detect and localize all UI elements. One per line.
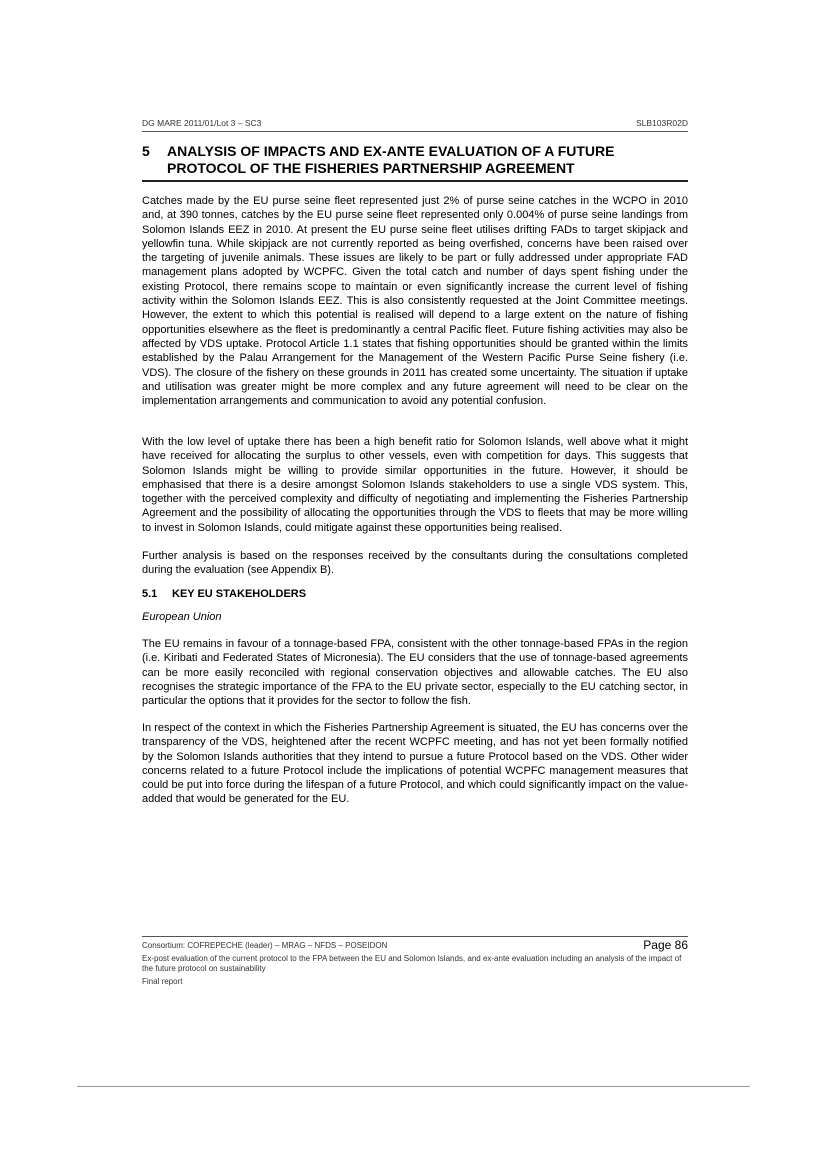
- paragraph-eu-tonnage: The EU remains in favour of a tonnage-based FPA, consistent with the other tonnage-based FPAs in the region (i.e. Kiribati and Federated States of Micronesia). The EU considers that the use of tonnage-based agreements can be more easily reconciled with regional conservation objectives and allowable catches. The EU also recognises the strategic importance of the FPA to the EU private sector, especially to the EU catching sector, in particular the options that it provides for the sector to follow the fish.: [142, 638, 688, 708]
- paragraph-uptake: With the low level of uptake there has been a high benefit ratio for Solomon Islands, well above what it might have received for allocating the surplus to other vessels, even with competition for days. This suggests that Solomon Islands might be willing to provide similar opportunities in the future. However, it should be emphasised that there is a desire amongst Solomon Islands stakeholders to use a single VDS system. This, together with the perceived complexity and difficulty of negotiating and implementing the Fisheries Partnership Agreement and the possibility of allocating the opportunities through the VDS to fleets that may be more willing to invest in Solomon Islands, could mitigate against these opportunities being realised.: [142, 436, 688, 534]
- subheading-european-union: European Union: [142, 611, 222, 623]
- paragraph-further-analysis: Further analysis is based on the responses received by the consultants during the consultations completed during the evaluation (see Appendix B).: [142, 550, 688, 577]
- section-title: ANALYSIS OF IMPACTS AND EX-ANTE EVALUATION OF A FUTURE PROTOCOL OF THE FISHERIES PARTNERSHIP AGREEMENT: [167, 143, 615, 176]
- page-header: [142, 115, 688, 132]
- subsection-heading: [142, 588, 306, 600]
- footer-description: Ex-post evaluation of the current protocol to the FPA between the EU and Solomon Islands, and ex-ante evaluation including an analysis of the impact of the future protocol on sustainability: [142, 954, 682, 973]
- header-document-code: SLB103R02D: [636, 118, 688, 128]
- footer-consortium: Consortium: COFREPECHE (leader) – MRAG – NFDS – POSEIDON: [142, 941, 388, 950]
- paragraph-catches: Catches made by the EU purse seine fleet represented just 2% of purse seine catches in the WCPO in 2010 and, at 390 tonnes, catches by the EU purse seine fleet represented only 0.004% of purse seine landings from Solomon Islands EEZ in 2010. At present the EU purse seine fleet utilises drifting FADs to target skipjack and yellowfin tuna. While skipjack are not currently reported as being overfished, concerns have been raised over the targeting of juvenile animals. These issues are likely to be part or fully addressed under appropriate FAD management plans adopted by WCPFC. Given the total catch and number of days spent fishing under the existing Protocol, there remains scope to maintain or even significantly increase the current level of fishing activity within the Solomon Islands EEZ. This is also consistently requested at the Joint Committee meetings. However, the extent to which this potential is realised will depend to a large extent on the nature of fishing opportunities elsewhere as the fleet is predominantly a central Pacific fleet. Future fishing activities may also be affected by VDS uptake. Protocol Article 1.1 states that fishing opportunities should be granted within the limits established by the Palau Arrangement for the Management of the Western Pacific Purse Seine fishery (i.e. VDS). The closure of the fishery on these grounds in 2011 has created some uncertainty. The situation if uptake and utilisation was greater might be more complex and any future agreement will need to be clear on the implementation arrangements and communication to avoid any potential confusion.: [142, 195, 688, 408]
- page-footer: [142, 936, 688, 986]
- section-number: 5: [142, 143, 150, 159]
- bottom-divider: [77, 1086, 750, 1087]
- footer-final-report: Final report: [142, 977, 183, 986]
- page-number: Page 86: [643, 938, 688, 952]
- section-heading: [142, 143, 688, 182]
- header-reference: DG MARE 2011/01/Lot 3 – SC3: [142, 118, 262, 128]
- subsection-number: 5.1: [142, 588, 158, 600]
- paragraph-eu-concerns: In respect of the context in which the Fisheries Partnership Agreement is situated, the EU has concerns over the transparency of the VDS, heightened after the recent WCPFC meeting, and has not yet been formally notified by the Solomon Islands authorities that they intend to pursue a future Protocol based on the VDS. Other wider concerns related to a future Protocol include the implications of potential WCPFC management measures that could be put into force during the lifespan of a future Protocol, and which could significantly impact on the value-added that would be generated for the EU.: [142, 722, 688, 806]
- subsection-title: KEY EU STAKEHOLDERS: [172, 588, 307, 600]
